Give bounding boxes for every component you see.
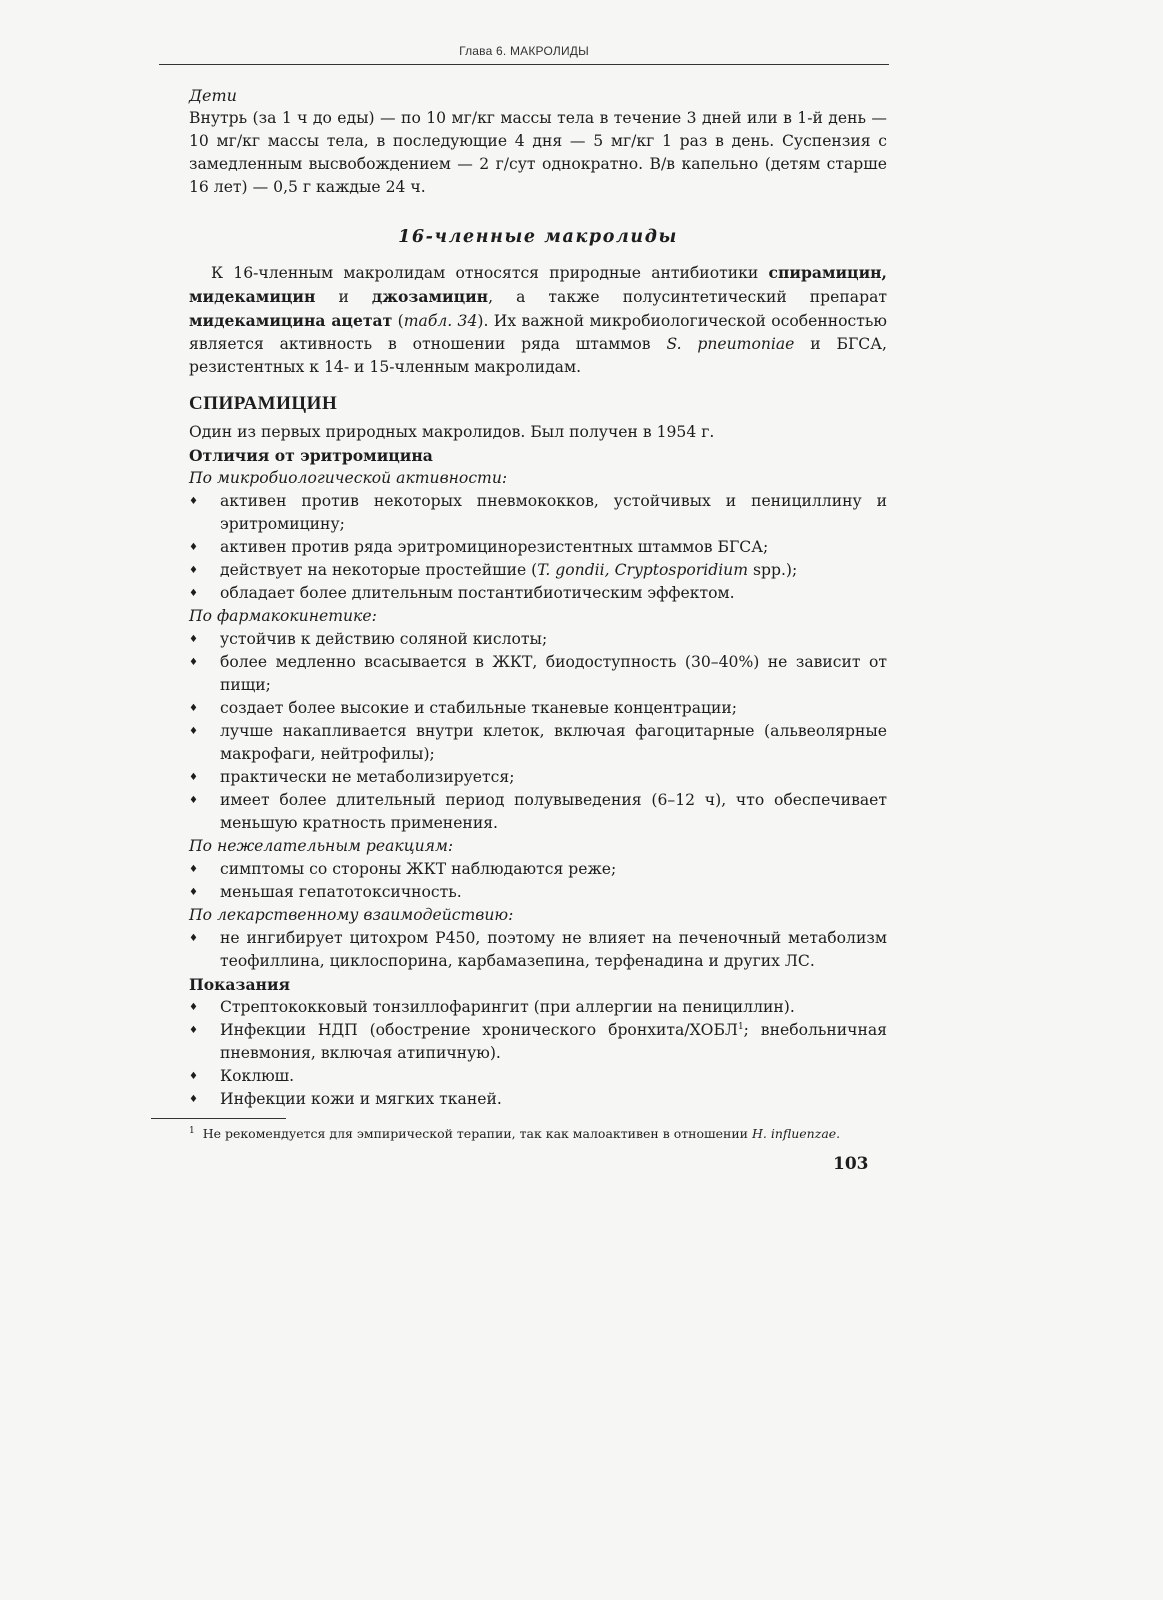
adr-heading: По нежелательным реакциям:	[189, 837, 454, 855]
list-item: ♦ действует на некоторые простейшие (T. gondii, Cryptosporidium spp.);	[189, 559, 887, 582]
list-item: ♦ меньшая гепатотоксичность.	[189, 881, 887, 904]
indications-list	[189, 996, 887, 1111]
list-item: ♦ имеет более длительный период полувыведения (6–12 ч), что обеспечивает меньшую кратность применения.	[189, 789, 887, 835]
section-title: 16-членные макролиды	[398, 227, 678, 247]
list-item: ♦ лучше накапливается внутри клеток, включая фагоцитарные (альвеолярные макрофаги, нейтрофилы);	[189, 720, 887, 766]
list-item: ♦ симптомы со стороны ЖКТ наблюдаются реже;	[189, 858, 887, 881]
header-rule	[159, 64, 889, 65]
list-item: ♦ Коклюш.	[189, 1065, 887, 1088]
ddi-list	[189, 927, 887, 973]
ddi-heading: По лекарственному взаимодействию:	[189, 906, 514, 924]
differences-heading: Отличия от эритромицина	[189, 446, 433, 465]
list-item: ♦ устойчив к действию соляной кислоты;	[189, 628, 887, 651]
list-item: ♦ более медленно всасывается в ЖКТ, биодоступность (30–40%) не зависит от пищи;	[189, 651, 887, 697]
pk-list	[189, 628, 887, 835]
list-item: ♦ практически не метаболизируется;	[189, 766, 887, 789]
running-header: Глава 6. МАКРОЛИДЫ	[459, 44, 589, 58]
footnote-ref: 1	[737, 1021, 744, 1032]
list-item: ♦ Стрептококковый тонзиллофарингит (при аллергии на пенициллин).	[189, 996, 887, 1019]
pk-heading: По фармакокинетике:	[189, 607, 377, 625]
micro-heading: По микробиологической активности:	[189, 469, 508, 487]
children-heading: Дети	[189, 86, 237, 105]
page-content	[189, 84, 887, 1111]
footnote-mark: 1	[189, 1125, 195, 1136]
indications-heading: Показания	[189, 975, 291, 994]
section-intro: К 16-членным макролидам относятся природные антибиотики спирамицин, мидекамицин и джозамицин, а также полусинтетический препарат мидекамицина ацетат (табл. 34). Их важной микробиологической особенностью является активность в отношении ряда штаммов S. pneumoniae и БГСА, резистентных к 14- и 15-членным макролидам.	[189, 263, 887, 376]
list-item: ♦ активен против некоторых пневмококков, устойчивых и пенициллину и эритромицину;	[189, 490, 887, 536]
list-item: ♦ Инфекции НДП (обострение хронического бронхита/ХОБЛ$^1$; внебольничная пневмония, включая атипичную).	[189, 1019, 887, 1065]
children-dosage-text: Внутрь (за 1 ч до еды) — по 10 мг/кг массы тела в течение 3 дней или в 1-й день — 10 мг/кг массы тела, в последующие 4 дня — 5 мг/кг 1 раз в день. Суспензия с замедленным высвобождением — 2 г/сут однократно. В/в капельно (детям старше 16 лет) — 0,5 г каждые 24 ч.	[189, 109, 887, 196]
list-item: ♦ обладает более длительным постантибиотическим эффектом.	[189, 582, 887, 605]
list-item: ♦ не ингибирует цитохром Р450, поэтому не влияет на печеночный метаболизм теофиллина, циклоспорина, карбамазепина, терфенадина и других ЛС.	[189, 927, 887, 973]
list-item: ♦ создает более высокие и стабильные тканевые концентрации;	[189, 697, 887, 720]
list-item: ♦ Инфекции кожи и мягких тканей.	[189, 1088, 887, 1111]
page-number: 103	[833, 1154, 869, 1174]
drug-intro: Один из первых природных макролидов. Был получен в 1954 г.	[189, 423, 715, 441]
micro-list	[189, 490, 887, 605]
drug-title: СПИРАМИЦИН	[189, 393, 338, 414]
footnote-rule	[151, 1118, 286, 1119]
adr-list	[189, 858, 887, 904]
list-item: ♦ активен против ряда эритромицинорезистентных штаммов БГСА;	[189, 536, 887, 559]
footnote: $^1$ Не рекомендуется для эмпирической терапии, так как малоактивен в отношении H. influenzae.	[189, 1125, 841, 1141]
